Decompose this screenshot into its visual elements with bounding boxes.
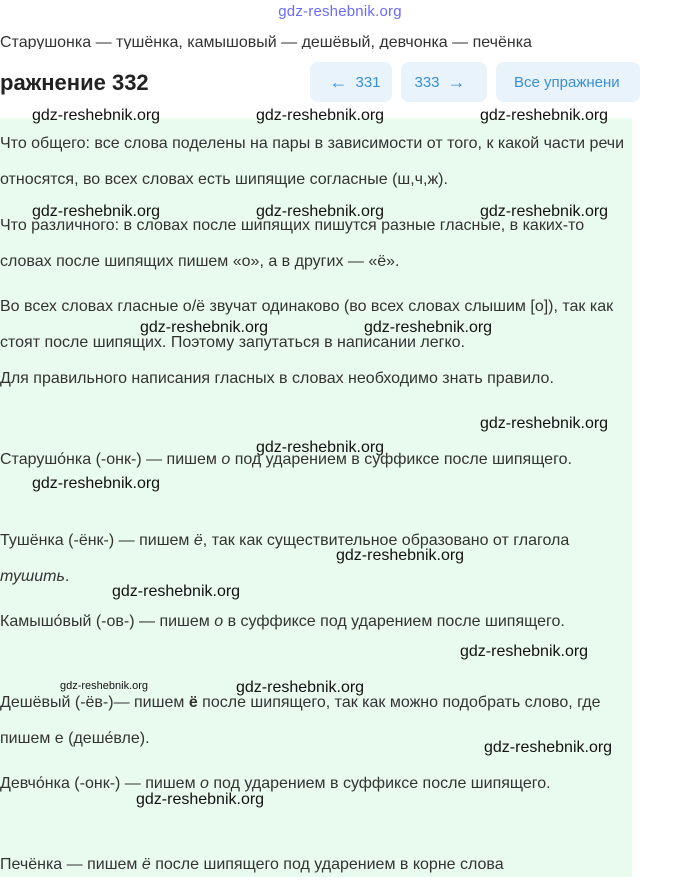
prev-exercise-label: 331 <box>355 73 381 91</box>
rule-item <box>0 847 632 883</box>
watermark: gdz-reshebnik.org <box>256 439 385 456</box>
previous-exercise-text: Старушонка — тушёнка, камышовый — дешёвый, девчонка — печёнка <box>0 34 532 49</box>
watermark: gdz-reshebnik.org <box>336 547 465 564</box>
watermark: gdz-reshebnik.org <box>32 203 161 220</box>
watermark: gdz-reshebnik.org <box>112 583 241 600</box>
watermark: gdz-reshebnik.org <box>460 643 589 660</box>
rule-word: Девчо́нка <box>0 775 70 792</box>
rule-explanation: под ударением в суффиксе после шипящего. <box>213 775 551 792</box>
rule-explanation: под ударением в суффиксе после шипящего. <box>234 451 572 468</box>
next-exercise-label: 333 <box>414 73 440 91</box>
site-watermark-top: gdz-reshebnik.org <box>278 3 402 20</box>
rule-item <box>0 766 632 802</box>
rule-word: Камышо́вый <box>0 613 92 630</box>
rule-explanation: после шипящего, так как можно подобрать слово, где пишем е (деше́вле). <box>0 694 601 747</box>
rule-suffix: (-ёнк-) — пишем <box>68 532 190 549</box>
watermark: gdz-reshebnik.org <box>60 680 149 692</box>
rule-end: . <box>64 568 70 585</box>
watermark: gdz-reshebnik.org <box>32 107 161 124</box>
watermark: gdz-reshebnik.org <box>480 203 609 220</box>
all-exercises-button[interactable] <box>496 62 640 102</box>
watermark: gdz-reshebnik.org <box>256 107 385 124</box>
rule-suffix: (-ов-) — пишем <box>95 613 210 630</box>
watermark: gdz-reshebnik.org <box>236 679 365 696</box>
rule-letter: ё <box>193 532 203 549</box>
rule-item <box>0 523 632 595</box>
rule-letter: о <box>200 775 209 792</box>
rule-word: Дешёвый <box>0 694 71 711</box>
rule-suffix: (-онк-) — пишем <box>95 451 217 468</box>
rule-explanation: в суффиксе под ударением после шипящего. <box>227 613 565 630</box>
rule-explanation: , так как существительное образовано от глагола <box>202 532 570 549</box>
rule-explanation: после шипящего под ударением в корне слова <box>155 856 504 873</box>
rule-word: Тушёнка <box>0 532 64 549</box>
solution-content <box>0 118 632 877</box>
next-exercise-button[interactable] <box>401 62 487 102</box>
watermark: gdz-reshebnik.org <box>480 415 609 432</box>
watermark: gdz-reshebnik.org <box>480 107 609 124</box>
watermark: gdz-reshebnik.org <box>136 791 265 808</box>
page-title: ражнение 332 <box>0 70 149 95</box>
watermark: gdz-reshebnik.org <box>256 203 385 220</box>
watermark: gdz-reshebnik.org <box>364 319 493 336</box>
paragraph-different: Что различного: в словах после шипящих пишутся разные гласные, в каких-то словах после шипящих пишем «о», а в других — «ё». <box>0 217 585 270</box>
rule-word: Старушо́нка <box>0 451 92 468</box>
prev-exercise-button[interactable] <box>310 62 392 102</box>
rule-word: Печёнка <box>0 856 63 873</box>
watermark: gdz-reshebnik.org <box>140 319 269 336</box>
exercise-header <box>0 60 640 106</box>
rule-item <box>0 604 632 640</box>
rule-letter: ё <box>141 856 151 873</box>
rule-suffix: — пишем <box>66 856 138 873</box>
watermark: gdz-reshebnik.org <box>32 475 161 492</box>
rule-suffix: (-онк-) — пишем <box>74 775 196 792</box>
rule-letter: ё <box>188 694 198 711</box>
all-exercises-label: Все упражнени <box>514 73 620 91</box>
arrow-right-icon: → <box>447 71 466 92</box>
paragraph-sound: Во всех словах гласные о/ё звучат одинаково (во всех словах слышим [о]), так как стоят после шипящих. Поэтому запутаться в написании легко. <box>0 298 614 351</box>
paragraph-common: Что общего: все слова поделены на пары в зависимости от того, к какой части речи относятся, во всех словах есть шипящие согласные (ш,ч,ж). <box>0 135 625 188</box>
rule-letter: о <box>214 613 224 630</box>
rule-extra-word: тушить <box>0 568 65 585</box>
arrow-left-icon: ← <box>329 71 348 92</box>
watermark: gdz-reshebnik.org <box>484 739 613 756</box>
rule-letter: о <box>221 451 231 468</box>
rule-suffix: (-ёв-)— пишем <box>74 694 185 711</box>
paragraph-rule: Для правильного написания гласных в словах необходимо знать правило. <box>0 370 554 387</box>
